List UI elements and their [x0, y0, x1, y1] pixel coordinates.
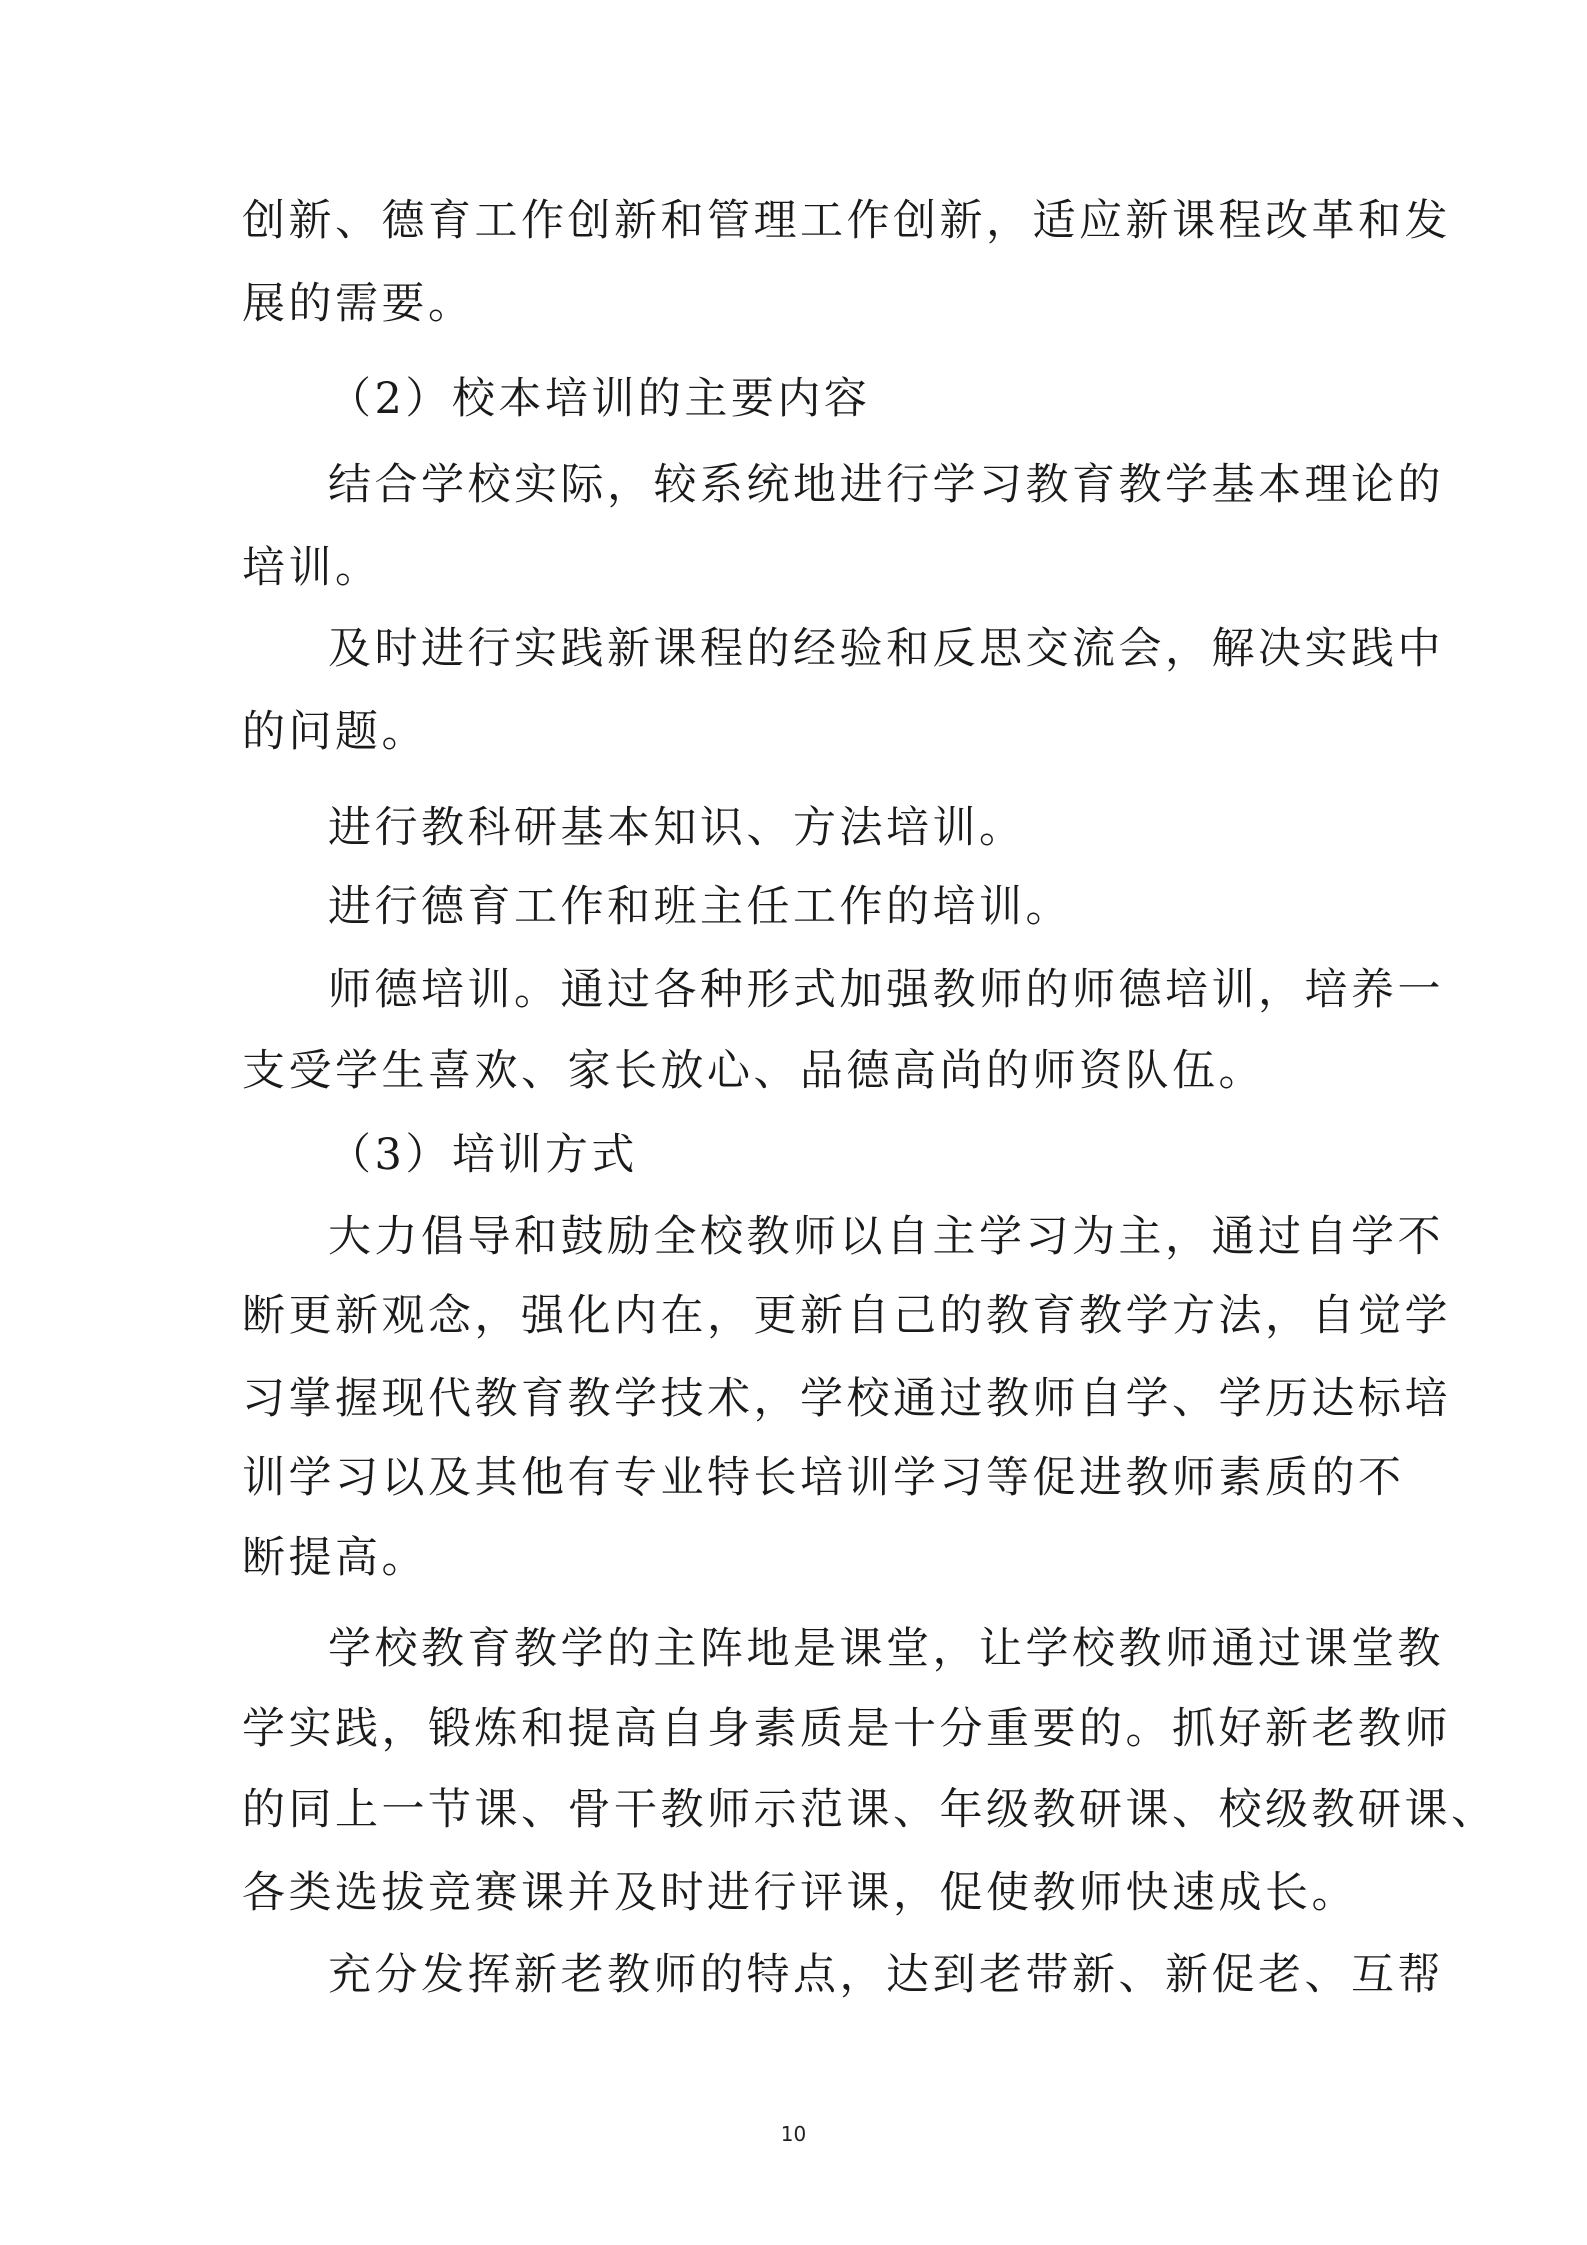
body-line-1: 创新、德育工作创新和管理工作创新，适应新课程改革和发: [242, 196, 1451, 246]
section-heading-2: （2）校本培训的主要内容: [328, 374, 871, 424]
body-line-16: 训学习以及其他有专业特长培训学习等促进教师素质的不: [242, 1453, 1405, 1503]
body-line-18: 学校教育教学的主阵地是课堂，让学校教师通过课堂教: [328, 1624, 1444, 1674]
body-line-19: 学实践，锻炼和提高自身素质是十分重要的。抓好新老教师: [242, 1704, 1451, 1754]
body-line-10: 师德培训。通过各种形式加强教师的师德培训，培养一: [328, 965, 1444, 1015]
body-line-11: 支受学生喜欢、家长放心、品德高尚的师资队伍。: [242, 1046, 1265, 1096]
body-line-15: 习掌握现代教育教学技术，学校通过教师自学、学历达标培: [242, 1374, 1451, 1424]
body-line-4: 结合学校实际，较系统地进行学习教育教学基本理论的: [328, 460, 1444, 510]
page-number: 10: [780, 2122, 807, 2146]
body-line-14: 断更新观念，强化内在，更新自己的教育教学方法，自觉学: [242, 1291, 1451, 1341]
body-line-21: 各类选拔竞赛课并及时进行评课，促使教师快速成长。: [242, 1868, 1358, 1918]
body-line-2: 展的需要。: [242, 279, 475, 329]
section-heading-3: （3）培训方式: [328, 1130, 638, 1180]
body-line-9: 进行德育工作和班主任工作的培训。: [328, 882, 1072, 932]
body-line-20: 的同上一节课、骨干教师示范课、年级教研课、校级教研课、: [242, 1785, 1498, 1835]
body-line-7: 的问题。: [242, 707, 428, 757]
body-line-5: 培训。: [242, 543, 382, 593]
body-line-13: 大力倡导和鼓励全校教师以自主学习为主，通过自学不: [328, 1212, 1444, 1262]
body-line-8: 进行教科研基本知识、方法培训。: [328, 803, 1026, 853]
body-line-22: 充分发挥新老教师的特点，达到老带新、新促老、互帮: [328, 1950, 1444, 2000]
body-line-17: 断提高。: [242, 1533, 428, 1583]
body-line-6: 及时进行实践新课程的经验和反思交流会，解决实践中: [328, 624, 1444, 674]
